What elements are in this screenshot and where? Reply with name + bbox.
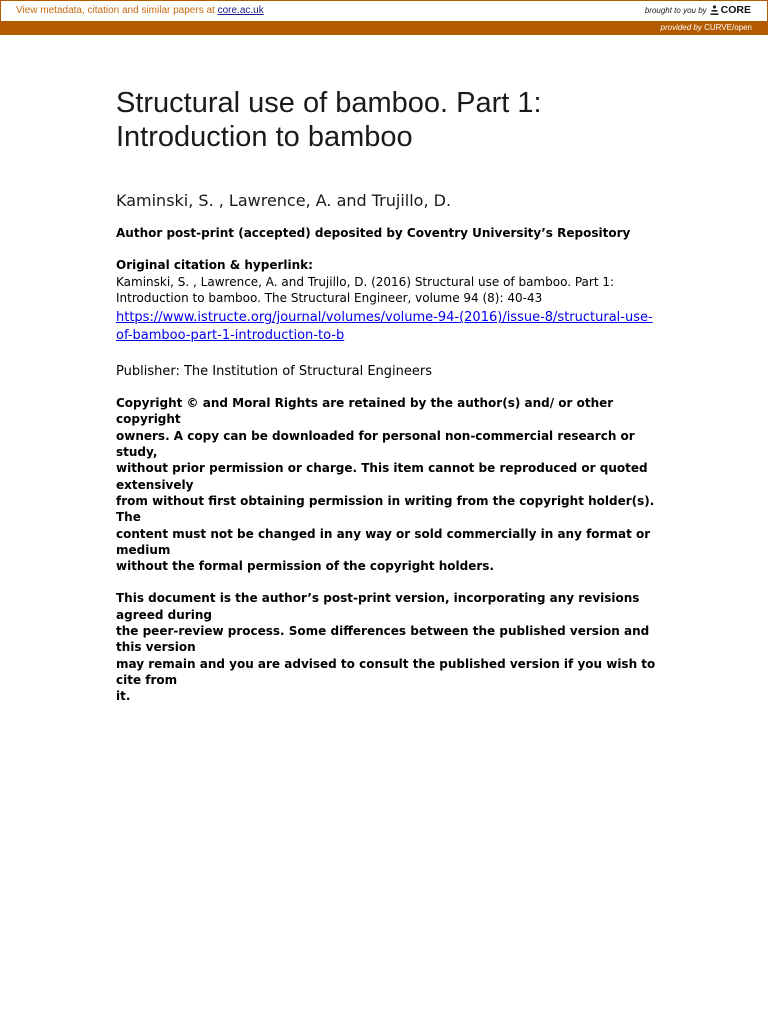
copyright-line: without the formal permission of the copyright holders. bbox=[116, 559, 495, 574]
postprint-line: it. bbox=[116, 689, 131, 704]
citation-line-1: Kaminski, S. , Lawrence, A. and Trujillo, D. (2016) Structural use of bamboo. Part 1: bbox=[116, 274, 615, 289]
core-brought-by bbox=[645, 4, 751, 16]
copyright-line: from without first obtaining permission in writing from the copyright holder(s). The bbox=[116, 493, 655, 525]
document-cover bbox=[116, 86, 656, 705]
copyright-line: owners. A copy can be downloaded for personal non-commercial research or study, bbox=[116, 428, 635, 460]
provided-by-source[interactable]: CURVE/open bbox=[704, 23, 752, 32]
core-metadata-notice bbox=[16, 5, 264, 16]
brought-to-you-text: brought to you by bbox=[644, 5, 707, 15]
postprint-line: may remain and you are advised to consult the published version if you wish to cite from bbox=[116, 656, 656, 687]
core-logo[interactable] bbox=[710, 4, 751, 16]
deposit-statement: Author post-print (accepted) deposited by Coventry University’s Repository bbox=[116, 226, 631, 240]
citation-heading: Original citation & hyperlink: bbox=[116, 258, 313, 273]
core-banner bbox=[0, 0, 768, 35]
link-line-1: https://www.istructe.org/journal/volumes/volume-94-(2016)/issue-8/structural-use- bbox=[116, 310, 653, 326]
authors: Kaminski, S. , Lawrence, A. and Trujillo, D. bbox=[116, 191, 452, 210]
postprint-notice bbox=[116, 590, 656, 704]
postprint-line: the peer-review process. Some differences between the published version and this version bbox=[116, 624, 650, 655]
core-banner-top bbox=[0, 0, 768, 21]
provided-by-text: provided by bbox=[660, 23, 702, 32]
title-line-1: Structural use of bamboo. Part 1: bbox=[116, 87, 542, 119]
copyright-notice bbox=[116, 395, 656, 574]
core-logo-icon bbox=[710, 5, 719, 16]
publisher: Publisher: The Institution of Structural Engineers bbox=[116, 364, 433, 380]
link-line-2: of-bamboo-part-1-introduction-to-b bbox=[116, 328, 345, 344]
postprint-line: This document is the author’s post-print version, incorporating any revisions agreed during bbox=[116, 591, 640, 622]
copyright-line: without prior permission or charge. This item cannot be reproduced or quoted extensively bbox=[116, 461, 648, 492]
citation-text bbox=[116, 274, 656, 307]
copyright-line: Copyright © and Moral Rights are retained by the author(s) and/ or other copyright bbox=[116, 396, 614, 427]
core-banner-strip bbox=[0, 21, 768, 35]
copyright-line: content must not be changed in any way or sold commercially in any format or medium bbox=[116, 526, 651, 557]
title-line-2: Introduction to bamboo bbox=[116, 121, 413, 153]
citation-line-2: Introduction to bamboo. The Structural Engineer, volume 94 (8): 40-43 bbox=[116, 290, 543, 305]
core-link[interactable]: core.ac.uk bbox=[217, 5, 264, 16]
core-provided-by bbox=[661, 23, 752, 32]
article-hyperlink[interactable] bbox=[116, 309, 656, 345]
core-metadata-text: View metadata, citation and similar papers at bbox=[16, 5, 218, 16]
document-title bbox=[116, 86, 656, 154]
core-logo-text: CORE bbox=[720, 4, 751, 16]
